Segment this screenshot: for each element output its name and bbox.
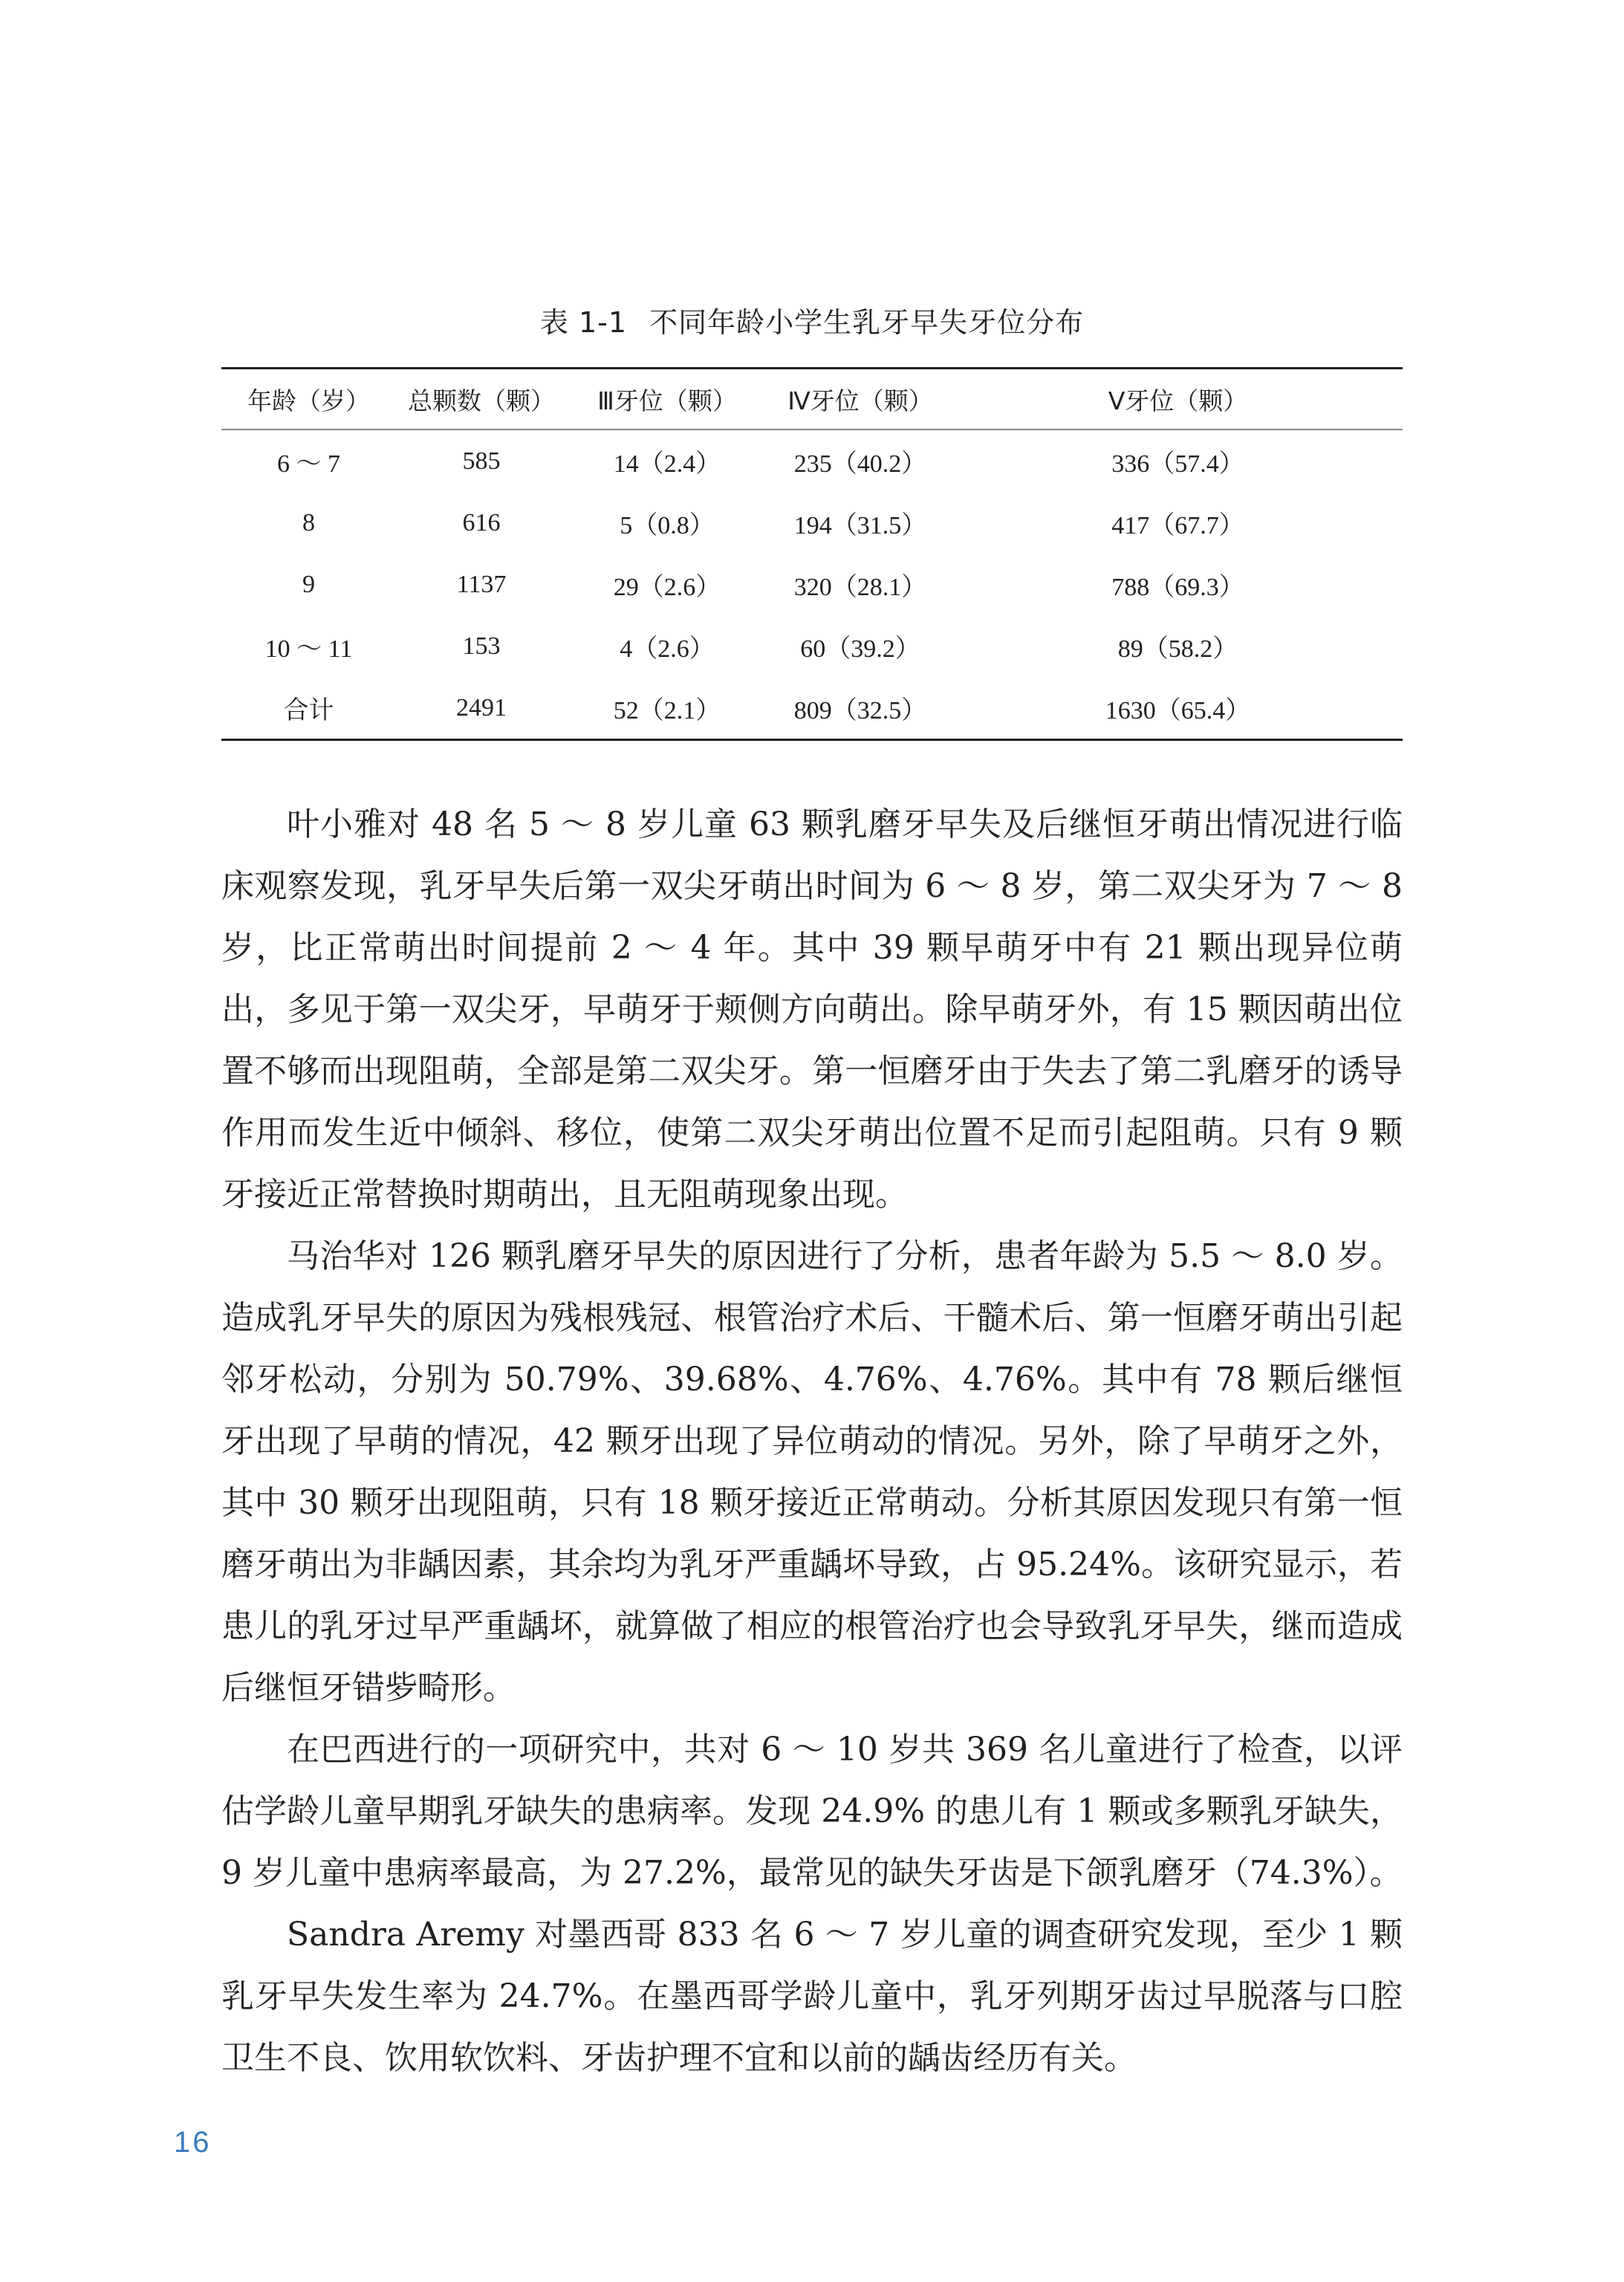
cell-tooth-v: 1630（65.4）: [1105, 697, 1251, 725]
cell-total: 2491: [456, 693, 507, 722]
cell-tooth-iii: 52（2.1）: [613, 697, 721, 725]
cell-age: 合计: [283, 697, 334, 725]
table-total-row: [221, 677, 1403, 740]
table-caption: [0, 300, 1624, 345]
cell-total: 1137: [456, 570, 507, 598]
cell-tooth-iii: 29（2.6）: [613, 574, 721, 601]
paragraph-ye-xiaoya-study: 叶小雅对 48 名 5 ～ 8 岁儿童 63 颗乳磨牙早失及后继恒牙萌出情况进行临床观察发现，乳牙早失后第一双尖牙萌出时间为 6 ～ 8 岁，第二双尖牙为 7 ～ 8 岁，比正常萌出时间提前 2 ～ 4 年。其中 39 颗早萌牙中有 21 颗出现异位萌出，多见于第一双尖牙，早萌牙于颊侧方向萌出。除早萌牙外，有 15 颗因萌出位置不够而出现阻萌，全部是第二双尖牙。第一恒磨牙由于失去了第二乳磨牙的诱导作用而发生近中倾斜、移位，使第二双尖牙萌出位置不足而引起阻萌。只有 9 颗牙接近正常替换时期萌出，且无阻萌现象出现。: [221, 805, 1403, 1213]
header-total: 总颗数（颗）: [408, 386, 555, 415]
cell-tooth-v: 336（57.4）: [1111, 450, 1244, 478]
cell-tooth-iv: 809（32.5）: [793, 697, 927, 725]
cell-tooth-iii: 5（0.8）: [620, 512, 715, 539]
table-row: [221, 554, 1403, 615]
cell-age: 8: [302, 508, 315, 537]
cell-total: 585: [462, 447, 501, 475]
cell-tooth-v: 788（69.3）: [1111, 574, 1244, 601]
cell-tooth-iii: 14（2.4）: [613, 450, 721, 478]
cell-tooth-iv: 320（28.1）: [793, 574, 927, 601]
cell-total: 616: [462, 508, 501, 537]
page-number: 16: [174, 2126, 212, 2159]
header-tooth-iii: Ⅲ牙位（颗）: [597, 386, 737, 415]
cell-total: 153: [462, 632, 501, 660]
table-row: [221, 430, 1403, 492]
paragraph-brazil-study: 在巴西进行的一项研究中，共对 6 ～ 10 岁共 369 名儿童进行了检查，以评估学龄儿童早期乳牙缺失的患病率。发现 24.9% 的患儿有 1 颗或多颗乳牙缺失，9 岁儿童中患病率最高，为 27.2%，最常见的缺失牙齿是下颌乳磨牙（74.3%）。: [221, 1731, 1403, 1892]
paragraph-mexico-study: Sandra Aremy 对墨西哥 833 名 6 ～ 7 岁儿童的调查研究发现，至少 1 颗乳牙早失发生率为 24.7%。在墨西哥学龄儿童中，乳牙列期牙齿过早脱落与口腔卫生不良、饮用软饮料、牙齿护理不宜和以前的龋齿经历有关。: [221, 1916, 1403, 2077]
header-tooth-v: Ⅴ牙位（颗）: [1108, 386, 1248, 415]
table-row: [221, 492, 1403, 554]
body-text: [221, 794, 1403, 2089]
table-header-row: [221, 369, 1403, 430]
cell-tooth-v: 417（67.7）: [1111, 512, 1244, 539]
cell-tooth-v: 89（58.2）: [1117, 635, 1238, 663]
paragraph-ma-zhihua-study: 马治华对 126 颗乳磨牙早失的原因进行了分析，患者年龄为 5.5 ～ 8.0 岁。造成乳牙早失的原因为残根残冠、根管治疗术后、干髓术后、第一恒磨牙萌出引起邻牙松动，分别为 50.79%、39.68%、4.76%、4.76%。其中有 78 颗后继恒牙出现了早萌的情况，42 颗牙出现了异位萌动的情况。另外，除了早萌牙之外，其中 30 颗牙出现阻萌，只有 18 颗牙接近正常萌动。分析其原因发现只有第一恒磨牙萌出为非龋因素，其余均为乳牙严重龋坏导致，占 95.24%。该研究显示，若患儿的乳牙过早严重龋坏，就算做了相应的根管治疗也会导致乳牙早失，继而造成后继恒牙错㱔畸形。: [221, 1237, 1403, 1707]
table-number: 表 1-1: [539, 306, 628, 339]
cell-age: 9: [302, 570, 315, 598]
cell-tooth-iv: 235（40.2）: [793, 450, 927, 478]
data-table: [221, 367, 1403, 741]
cell-tooth-iv: 194（31.5）: [793, 512, 927, 539]
cell-age: 6 ～ 7: [277, 450, 340, 478]
table-title: 不同年龄小学生乳牙早失牙位分布: [649, 306, 1085, 339]
cell-tooth-iv: 60（39.2）: [800, 635, 920, 663]
cell-age: 10 ～ 11: [264, 635, 353, 663]
header-age: 年龄（岁）: [247, 386, 370, 415]
header-tooth-iv: Ⅳ牙位（颗）: [787, 386, 933, 415]
table-row: [221, 615, 1403, 677]
cell-tooth-iii: 4（2.6）: [620, 635, 715, 663]
